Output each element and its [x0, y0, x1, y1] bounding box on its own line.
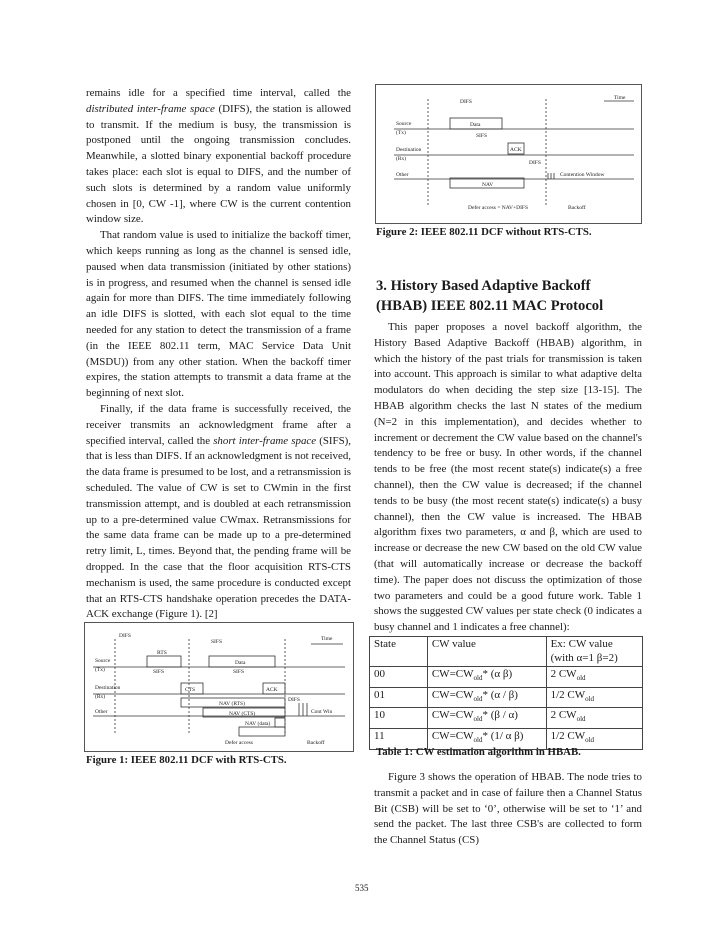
table-cell: 10 [370, 708, 428, 729]
table-cell: $CW=CW_{old}*$ (α / β) [427, 687, 546, 708]
right-column-continued [374, 770, 642, 849]
paragraph: remains idle for a specified time interval, called the distributed inter-frame space (DIFS), the station is allowed to transmit. If the medium is busy, the transmission is postponed until the ongoing transmission concludes. Meanwhile, a slotted binary exponential backoff procedure takes place: each slot is equal to DIFS, and the number of such slots is determined by a random value uniformly chosen in [0, CW -1], where CW is the current contention window size. [86, 87, 351, 226]
table-cell: $CW=CW_{old}*$ (β / α) [427, 708, 546, 729]
rx-label: (Rx) [396, 156, 407, 162]
difs-label: DIFS [119, 633, 131, 639]
source-label: Source [95, 658, 111, 664]
nav-rts-label: NAV (RTS) [219, 701, 245, 707]
figure-1-caption: Figure 1: IEEE 802.11 DCF with RTS-CTS. [86, 754, 287, 766]
contention-window-label: Contention Window [560, 172, 605, 178]
backoff-label: Backoff [307, 740, 325, 746]
ack-frame-label: ACK [510, 147, 522, 153]
right-column [374, 320, 642, 636]
sifs-label: SIFS [153, 669, 165, 675]
table-cell: 2 $CW_{old}$ [546, 667, 642, 688]
difs-label: DIFS [288, 697, 300, 703]
difs-label: DIFS [460, 99, 472, 105]
paragraph: This paper proposes a novel backoff algorithm, the History Based Adaptive Backoff (HBAB) algorithm, in which the history of the past trials for transmission is taken into account. This approach is similar to what adaptive delta modulators do when deciding the step size [13-15]. The HBAB algorithm checks the last N states of the medium (N=2 in this implementation), and decides whether to increment or decrement the CW value based on the channel's tendency to be free or busy. In other words, if the channel tends to be free (the most recent state(s) indicate(s) a free channel), then the CW value is decreased; if the channel tends to be busy (the most recent state(s) indicate(s) a busy channel), then the CW value is increased. The HBAB algorithm fixes two parameters, α and β, which are used to increase or decrease the new CW based on the old CW value (that will automatically increase or decrease the backoff time). The paper does not discuss the optimization of those two parameters and could be a good future work. Table 1 shows the suggested CW values per state check (0 indicates a busy channel and 1 indicates a free channel): [374, 321, 642, 634]
table-cell: 1/2 $CW_{old}$ [546, 687, 642, 708]
table-row [370, 667, 643, 688]
table-row [370, 687, 643, 708]
sifs-label: SIFS [233, 669, 245, 675]
paragraph: Finally, if the data frame is successfully received, the receiver transmits an acknowledgment frame after a specified interval, called the short inter-frame space (SIFS), that is less than DIFS. If an acknowledgment is not received, the data frame is presumed to be lost, and a retransmission is scheduled. The value of CW is set to CWmin in the first transmission attempt, and is doubled at each retransmission up to a pre-determined value CWmax. Retransmissions for the same data frame can be made up to a pre-determined retry limit, L, times. Beyond that, the pending frame will be dropped. In the case that the floor acquisition RTS-CTS mechanism is used, the same procedure is conducted except that an RTS-CTS handshake operation precedes the DATA-ACK exchange (Figure 1). [2] [86, 402, 351, 621]
tx-label: (Tx) [396, 130, 406, 136]
table-header: CW value [427, 637, 546, 667]
defer-access-label: Defer access [225, 740, 253, 746]
section-heading: 3. History Based Adaptive Backoff (HBAB) IEEE 802.11 MAC Protocol [376, 278, 604, 314]
table-cell: 00 [370, 667, 428, 688]
ack-frame-label: ACK [266, 687, 278, 693]
destination-label: Destination [95, 685, 121, 691]
time-label: Time [321, 636, 333, 642]
nav-label: NAV [482, 182, 494, 188]
table-cell: 2 $CW_{old}$ [546, 708, 642, 729]
cw-table [369, 636, 643, 750]
paragraph: Figure 3 shows the operation of HBAB. The node tries to transmit a packet and in case of failure then a Channel Status Bit (CSB) will be set to ‘0’, otherwise will be set to ‘1’ and send the packet. The last three CSB's are collected to form the Channel Status (CS) [374, 771, 642, 847]
difs-label: DIFS [529, 160, 541, 166]
figure-1 [84, 622, 354, 752]
table-cell: 01 [370, 687, 428, 708]
data-frame-label: Data [470, 122, 481, 128]
table-caption: Table 1: CW estimation algorithm in HBAB. [376, 746, 581, 758]
left-column [86, 86, 351, 623]
destination-label: Destination [396, 147, 422, 153]
other-label: Other [396, 172, 409, 178]
table-header: State [370, 637, 428, 667]
paragraph: That random value is used to initialize the backoff timer, which keeps running as long as the channel is sensed idle, paused when data transmission (initiated by other stations) is in progress, and resumed when the channel is sensed idle again for more than DIFS. The time immediately following an idle DIFS is slotted, with each slot equal to the time needed for any station to detect the transmission of a frame (in the IEEE 802.11 term, MAC Service Data Unit (MSDU)) from any other station. When the backoff timer expires, the station attempts to transmit a data frame at the beginning of next slot. [86, 229, 351, 400]
table-cell: 11 [370, 729, 428, 750]
nav-data-label: NAV (data) [245, 721, 271, 727]
tx-label: (Tx) [95, 667, 105, 673]
cont-win-label: Cont Win [311, 709, 333, 715]
defer-access-label: Defer access = NAV+DIFS [468, 205, 529, 211]
data-frame-label: Data [235, 660, 246, 666]
table-header: Ex: CW value (with α=1 β=2) [546, 637, 642, 667]
page-number: 535 [355, 883, 369, 893]
nav-cts-label: NAV (CTS) [229, 711, 256, 717]
sifs-label: SIFS [211, 639, 223, 645]
table-header-row [370, 637, 643, 667]
rx-label: (Rx) [95, 694, 106, 700]
figure-2-caption: Figure 2: IEEE 802.11 DCF without RTS-CTS. [376, 226, 592, 238]
cts-frame-label: CTS [185, 687, 196, 693]
source-label: Source [396, 121, 412, 127]
table-row [370, 708, 643, 729]
backoff-label: Backoff [568, 205, 586, 211]
sifs-label: SIFS [476, 133, 488, 139]
table-cell: $CW=CW_{old}*$ (1/ α β) [427, 729, 546, 750]
other-label: Other [95, 709, 108, 715]
table-cell: $CW=CW_{old}*$ (α β) [427, 667, 546, 688]
time-label: Time [614, 95, 626, 101]
table-cell: 1/2 $CW_{old}$ [546, 729, 642, 750]
figure-2 [375, 84, 642, 224]
rts-frame-label: RTS [157, 650, 167, 656]
